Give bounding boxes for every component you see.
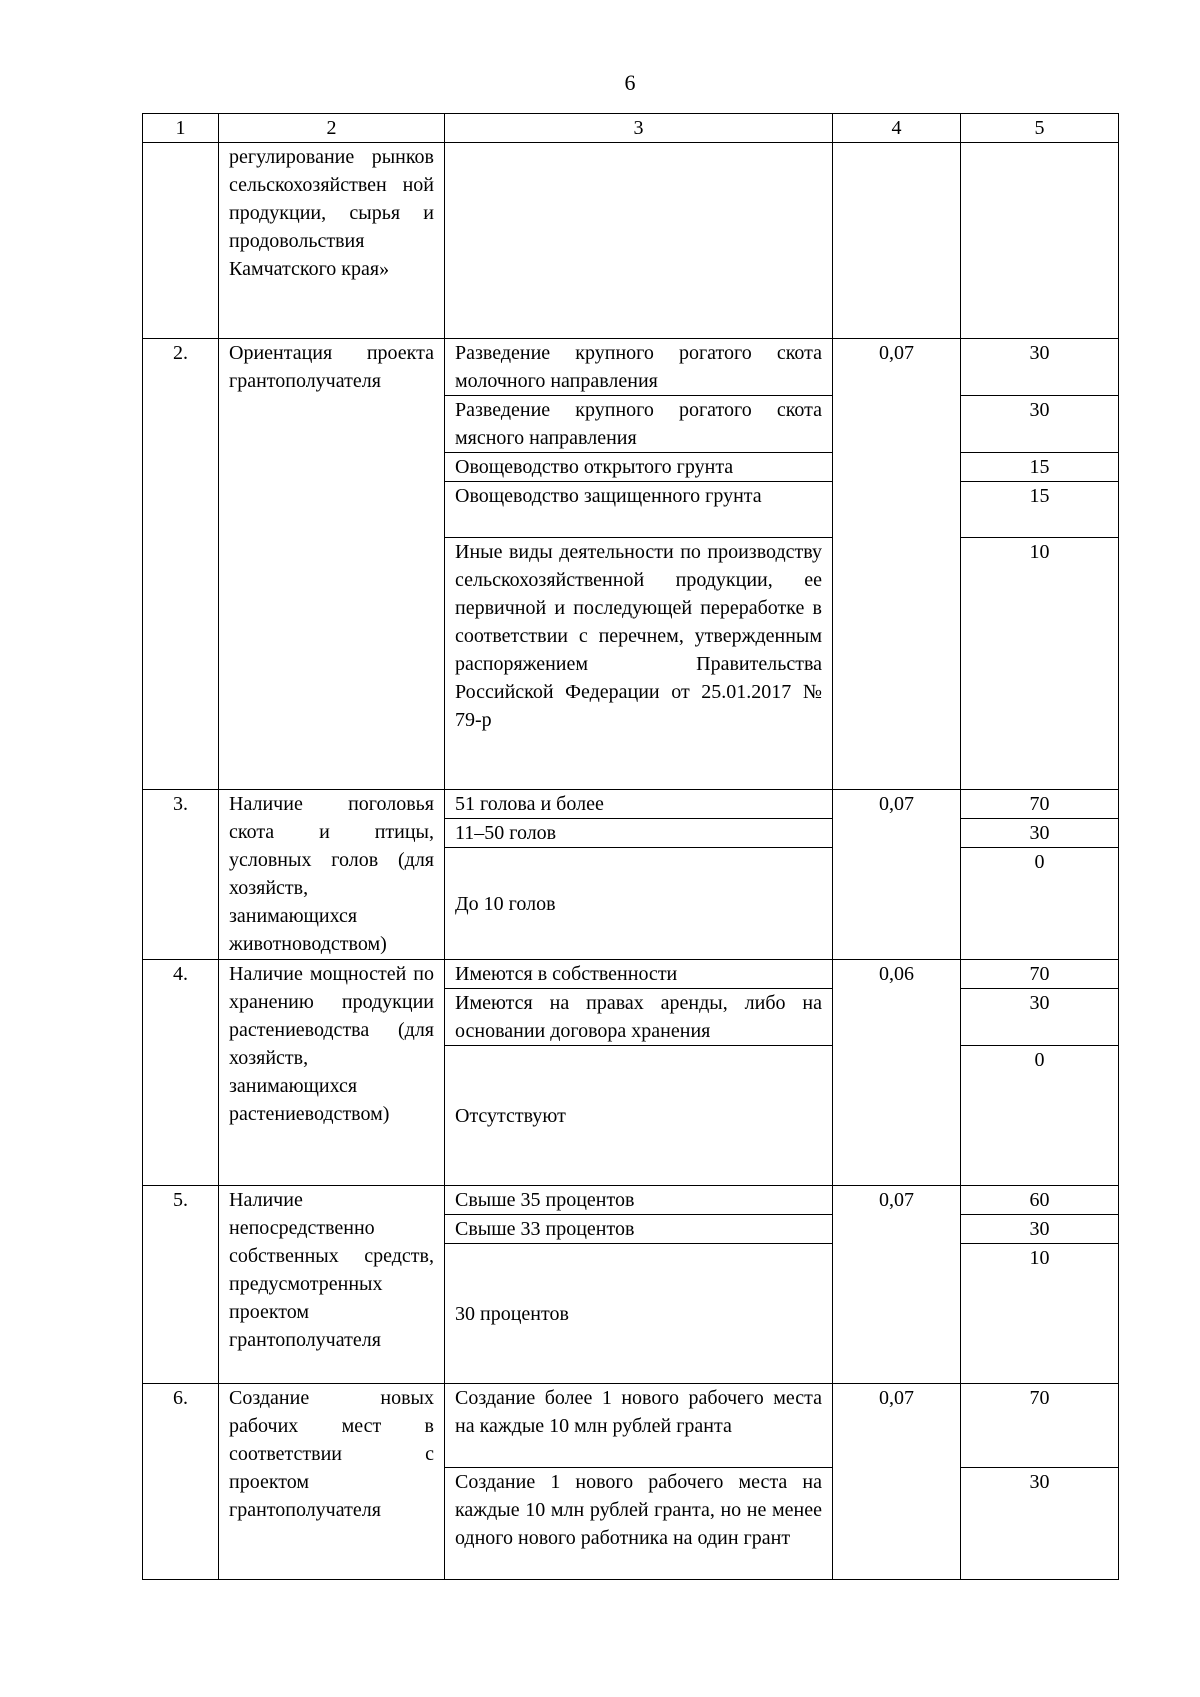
value-cell (445, 143, 833, 339)
value-cell: Имеются в собственности (445, 960, 833, 989)
score-cell: 30 (961, 339, 1119, 396)
criterion-cell: регулирование рынков сельскохозяйствен ной продукции, сырья и продовольствия Камчатского края» (219, 143, 445, 339)
table-row (143, 790, 1119, 819)
value-cell: Разведение крупного рогатого скота молочного направления (445, 339, 833, 396)
score-cell: 30 (961, 396, 1119, 453)
column-number: 2 (219, 114, 445, 143)
score-cell: 60 (961, 1186, 1119, 1215)
weight-cell: 0,07 (833, 339, 961, 790)
score-cell: 15 (961, 482, 1119, 538)
weight-cell: 0,07 (833, 1384, 961, 1580)
weight-cell: 0,07 (833, 790, 961, 960)
score-cell: 70 (961, 790, 1119, 819)
score-cell: 15 (961, 453, 1119, 482)
score-cell: 30 (961, 819, 1119, 848)
value-cell: 30 процентов (445, 1244, 833, 1384)
criterion-cell: Ориентация проекта грантополучателя (219, 339, 445, 790)
column-number-row (143, 114, 1119, 143)
score-cell: 30 (961, 1215, 1119, 1244)
score-cell (961, 143, 1119, 339)
value-cell: Свыше 35 процентов (445, 1186, 833, 1215)
table-row (143, 339, 1119, 396)
weight-cell (833, 143, 961, 339)
row-number: 3. (143, 790, 219, 960)
score-cell: 70 (961, 1384, 1119, 1468)
value-cell: Разведение крупного рогатого скота мясного направления (445, 396, 833, 453)
column-number: 4 (833, 114, 961, 143)
page-number: 6 (624, 70, 636, 95)
table-row (143, 960, 1119, 989)
value-cell: До 10 голов (445, 848, 833, 960)
value-cell: Овощеводство защищенного грунта (445, 482, 833, 538)
value-cell: Создание 1 нового рабочего места на каждые 10 млн рублей гранта, но не менее одного нового работника на один грант (445, 1468, 833, 1580)
column-number: 5 (961, 114, 1119, 143)
value-cell: Овощеводство открытого грунта (445, 453, 833, 482)
criterion-cell: Наличие поголовья скота и птицы, условных голов (для хозяйств, занимающихся животноводством) (219, 790, 445, 960)
score-cell: 10 (961, 1244, 1119, 1384)
column-number: 1 (143, 114, 219, 143)
score-cell: 0 (961, 848, 1119, 960)
score-cell: 30 (961, 1468, 1119, 1580)
criteria-table (142, 113, 1119, 1580)
column-number: 3 (445, 114, 833, 143)
row-number: 4. (143, 960, 219, 1186)
value-cell: Отсутствуют (445, 1046, 833, 1186)
score-cell: 0 (961, 1046, 1119, 1186)
value-cell: Иные виды деятельности по производству сельскохозяйственной продукции, ее первичной и последующей переработке в соответствии с перечнем, утвержденным распоряжением Правительства Российской Федерации от 25.01.2017 № 79-р (445, 538, 833, 790)
score-cell: 30 (961, 989, 1119, 1046)
value-cell: Свыше 33 процентов (445, 1215, 833, 1244)
criterion-cell: Наличие непосредственно собственных средств, предусмотренных проектом грантополучателя (219, 1186, 445, 1384)
value-cell: Имеются на правах аренды, либо на основании договора хранения (445, 989, 833, 1046)
row-number: 5. (143, 1186, 219, 1384)
criterion-cell: Создание новых рабочих мест в соответствии с проектом грантополучателя (219, 1384, 445, 1580)
value-cell: 11–50 голов (445, 819, 833, 848)
criterion-cell: Наличие мощностей по хранению продукции растениеводства (для хозяйств, занимающихся растениеводством) (219, 960, 445, 1186)
row-number-cell (143, 143, 219, 339)
score-cell: 70 (961, 960, 1119, 989)
weight-cell: 0,07 (833, 1186, 961, 1384)
value-cell: Создание более 1 нового рабочего места на каждые 10 млн рублей гранта (445, 1384, 833, 1468)
value-cell: 51 голова и более (445, 790, 833, 819)
row-number: 6. (143, 1384, 219, 1580)
weight-cell: 0,06 (833, 960, 961, 1186)
table-row (143, 1384, 1119, 1468)
row-number: 2. (143, 339, 219, 790)
score-cell: 10 (961, 538, 1119, 790)
table-row (143, 143, 1119, 339)
table-row (143, 1186, 1119, 1215)
